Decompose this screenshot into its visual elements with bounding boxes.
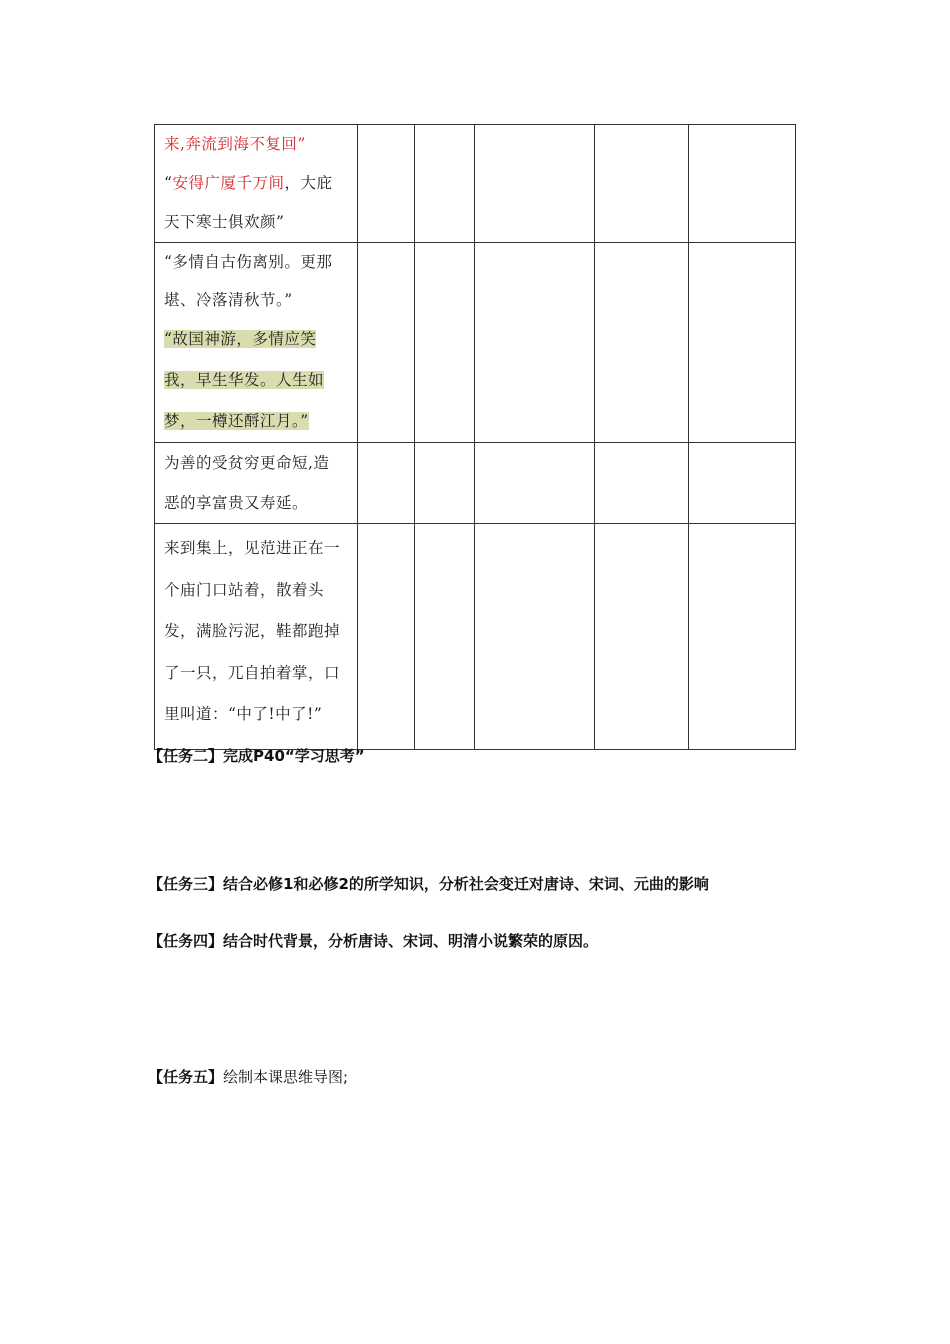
quote-line: 来,奔流到海不复回” — [164, 135, 306, 153]
answer-cell[interactable] — [357, 524, 414, 750]
answer-cell[interactable] — [474, 125, 594, 243]
quote-cell — [155, 243, 358, 443]
task-label: 【任务五】 — [148, 1068, 224, 1086]
task-five-heading — [148, 1066, 348, 1087]
answer-cell[interactable] — [357, 443, 414, 524]
answer-cell[interactable] — [688, 443, 795, 524]
quote-cell — [155, 524, 358, 750]
task-three-heading — [148, 873, 709, 894]
task-text: 绘制本课思维导图; — [223, 1068, 349, 1086]
quote-line: 发，满脸污泥，鞋都跑掉 — [164, 622, 341, 640]
answer-cell[interactable] — [595, 125, 688, 243]
quote-line: “多情自古伤离别。更那 — [164, 253, 333, 271]
table-row — [155, 524, 796, 750]
task-label: 【任务三】 — [148, 875, 224, 893]
quote-cell — [155, 443, 358, 524]
answer-cell[interactable] — [688, 524, 795, 750]
quote-line: 来到集上，见范进正在一 — [164, 539, 341, 557]
answer-cell[interactable] — [414, 125, 474, 243]
answer-cell[interactable] — [357, 243, 414, 443]
table-row — [155, 443, 796, 524]
quote-line: 天下寒士俱欢颜” — [164, 213, 285, 231]
quote-line: 恶的享富贵又寿延。 — [164, 494, 309, 512]
task-label: 【任务四】 — [148, 932, 224, 950]
task-text: 完成P40“学习思考” — [223, 747, 365, 765]
answer-cell[interactable] — [357, 125, 414, 243]
task-text: 结合时代背景，分析唐诗、宋词、明清小说繁荣的原因。 — [223, 932, 599, 950]
answer-cell[interactable] — [414, 443, 474, 524]
task-text: 结合必修1和必修2的所学知识，分析社会变迁对唐诗、宋词、元曲的影响 — [223, 875, 709, 893]
quote-line: “安得广厦千万间，大庇 — [164, 174, 333, 192]
quote-line: 堪、冷落清秋节。” — [164, 291, 293, 309]
quote-line: 个庙门口站着，散着头 — [164, 580, 325, 599]
answer-cell[interactable] — [474, 443, 594, 524]
poem-analysis-table — [154, 124, 796, 750]
answer-cell[interactable] — [688, 243, 795, 443]
quote-line: 了一只，兀自拍着掌，口 — [164, 663, 341, 682]
answer-cell[interactable] — [414, 524, 474, 750]
highlighted-quote-line: 梦，一樽还酹江月。” — [164, 412, 309, 430]
task-two-heading — [148, 745, 365, 766]
task-four-heading — [148, 930, 598, 951]
answer-cell[interactable] — [595, 443, 688, 524]
table-row — [155, 125, 796, 243]
highlighted-quote-line: “故国神游，多情应笑 — [164, 330, 317, 348]
answer-cell[interactable] — [595, 524, 688, 750]
table-row — [155, 243, 796, 443]
quote-line: 里叫道：“中了!中了!” — [164, 705, 323, 723]
task-label: 【任务二】 — [148, 747, 224, 765]
answer-cell[interactable] — [474, 243, 594, 443]
answer-cell[interactable] — [595, 243, 688, 443]
answer-cell[interactable] — [474, 524, 594, 750]
answer-cell[interactable] — [688, 125, 795, 243]
answer-cell[interactable] — [414, 243, 474, 443]
quote-cell — [155, 125, 358, 243]
highlighted-quote-line: 我，早生华发。人生如 — [164, 371, 325, 389]
quote-line: 为善的受贫穷更命短,造 — [164, 454, 330, 472]
